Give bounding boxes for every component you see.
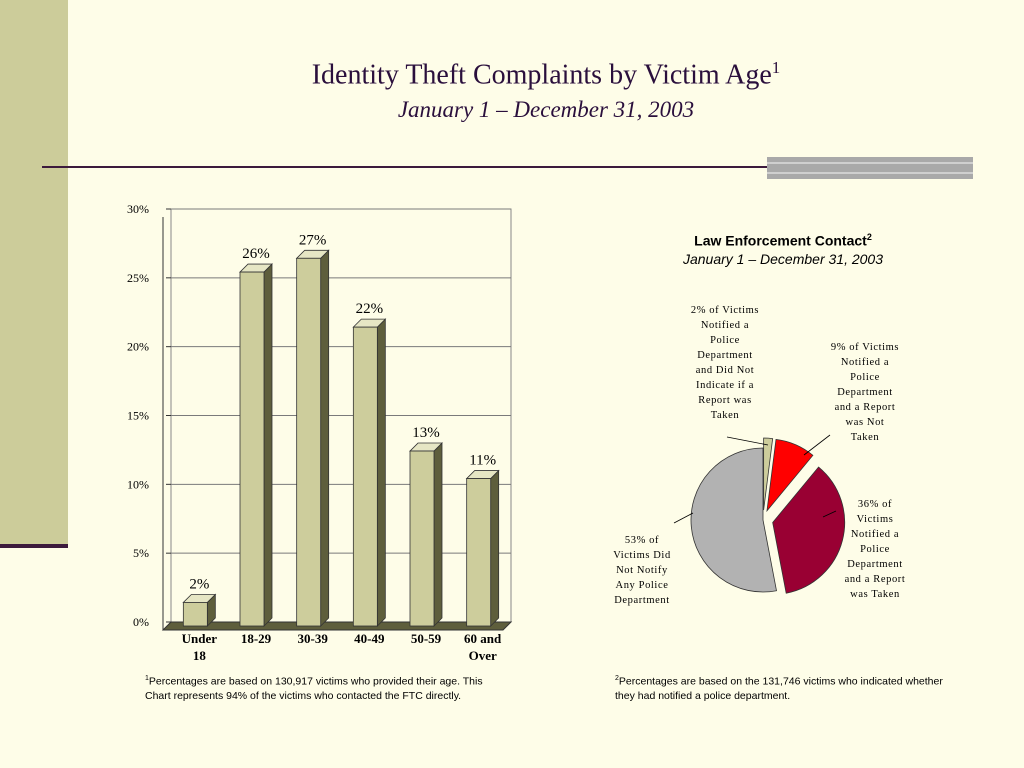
footnote-right-mark: 2 xyxy=(615,675,619,682)
slide-title-block xyxy=(68,58,1024,123)
x-tick-label: Over xyxy=(468,648,497,663)
footnote-left-line1: Percentages are based on 130,917 victims who provided their age. This xyxy=(148,675,483,688)
pie-leader-line xyxy=(674,513,693,523)
pie-slice-label-line: Police xyxy=(860,544,890,555)
bar-data-label: 22% xyxy=(355,301,384,318)
pie-leader-line xyxy=(804,435,830,455)
pie-slice-label-line: Notified a xyxy=(850,529,900,540)
bar-data-label: 11% xyxy=(469,452,497,469)
pie-chart-title xyxy=(628,232,938,249)
left-sidebar-band xyxy=(0,0,68,547)
pie-slice-label xyxy=(613,535,671,606)
title-divider xyxy=(42,166,773,168)
pie-slice-label-line: Notified a xyxy=(700,320,750,331)
pie-slice-label-line: Not Notify xyxy=(616,565,668,576)
pie-chart-title-footnote-mark: 2 xyxy=(866,232,872,242)
pie-slice-label-line: Taken xyxy=(850,432,880,443)
x-tick-label: 30-39 xyxy=(297,631,328,646)
pie-slice-label-line: Department xyxy=(697,350,753,361)
pie-slice-label-line: Victims xyxy=(856,514,894,525)
bar xyxy=(297,258,321,626)
pie-slice-label-line: and a Report xyxy=(834,402,896,413)
bar-side xyxy=(491,471,499,626)
pie-slice-label-line: 53% of xyxy=(624,535,660,546)
y-tick-label: 20% xyxy=(127,339,149,354)
x-tick-label: 50-59 xyxy=(410,631,442,646)
y-tick-label: 10% xyxy=(127,477,149,492)
pie-slice-label-line: 2% of Victims xyxy=(690,305,760,316)
footnote-right-line2: they had notified a police department. xyxy=(615,689,791,702)
bar-data-label: 27% xyxy=(298,232,327,249)
pie-slice-label-line: Notified a xyxy=(840,357,890,368)
bar xyxy=(410,451,434,626)
pie-slice-label-line: 9% of Victims xyxy=(830,342,900,353)
slide-title-footnote-mark: 1 xyxy=(771,58,781,77)
bar-side xyxy=(264,264,272,626)
pie-chart-title-text: Law Enforcement Contact xyxy=(694,232,867,249)
law-enforcement-pie-chart xyxy=(590,295,1000,615)
pie-slice-label xyxy=(691,305,759,421)
y-tick-label: 5% xyxy=(133,546,149,561)
x-tick-label: 18-29 xyxy=(240,631,272,646)
pie-slice-label-line: Report was xyxy=(698,395,752,406)
pie-slice-label-line: Department xyxy=(837,387,893,398)
pie-slice-label-line: Department xyxy=(614,595,670,606)
chart-floor xyxy=(163,622,511,630)
pie-slice-label-line: Police xyxy=(710,335,740,346)
x-tick-label: 60 and xyxy=(464,631,502,646)
slide-title-text: Identity Theft Complaints by Victim Age xyxy=(311,59,772,91)
bar xyxy=(183,602,207,626)
pie-slice-label-line: Taken xyxy=(710,410,740,421)
footnote-right-line1: Percentages are based on the 131,746 victims who indicated whether xyxy=(618,675,943,688)
pie-leader-line xyxy=(727,437,768,445)
footnote-left xyxy=(145,672,545,703)
y-tick-label: 15% xyxy=(127,408,149,423)
pie-slice-label xyxy=(845,499,906,600)
pie-chart-title-block xyxy=(628,232,938,267)
pie-slice-label-line: 36% of xyxy=(857,499,893,510)
pie-slice-label-line: was Taken xyxy=(850,589,900,600)
pie-slice-label-line: Department xyxy=(847,559,903,570)
slide-subtitle: January 1 – December 31, 2003 xyxy=(397,97,695,123)
footnote-left-mark: 1 xyxy=(145,675,149,682)
pie-slice-label-line: Victims Did xyxy=(613,550,671,561)
pie-slice-label-line: and Did Not xyxy=(695,365,755,376)
x-tick-label: 18 xyxy=(192,648,206,663)
footnote-left-line2: Chart represents 94% of the victims who contacted the FTC directly. xyxy=(145,689,462,702)
y-tick-label: 0% xyxy=(133,615,149,629)
bar-side xyxy=(321,250,329,626)
y-tick-label: 25% xyxy=(127,270,149,285)
pie-chart-subtitle: January 1 – December 31, 2003 xyxy=(682,250,883,267)
bar-data-label: 2% xyxy=(189,576,210,593)
pie-slice-label-line: Police xyxy=(850,372,880,383)
bar-data-label: 26% xyxy=(242,246,270,263)
pie-slice-label-line: was Not xyxy=(845,417,885,428)
footnote-right xyxy=(615,672,1015,703)
pie-slice-label-line: Any Police xyxy=(615,580,669,591)
pie-slice-label xyxy=(831,342,899,443)
pie-slice-label-line: Indicate if a xyxy=(696,380,754,391)
bar-data-label: 13% xyxy=(412,425,440,442)
x-tick-label: 40-49 xyxy=(354,631,385,646)
bar xyxy=(353,327,377,626)
bar xyxy=(240,272,264,626)
sidebar-accent-line xyxy=(0,544,68,548)
slide-title xyxy=(68,58,1024,91)
pie-slice-label-line: and a Report xyxy=(844,574,906,585)
x-tick-label: Under xyxy=(181,631,218,646)
decorative-grey-bar xyxy=(767,157,973,179)
y-tick-label: 30% xyxy=(127,202,149,216)
bar-side xyxy=(377,319,385,626)
bar xyxy=(467,479,491,626)
age-bar-chart xyxy=(95,195,535,670)
bar-side xyxy=(434,443,442,626)
